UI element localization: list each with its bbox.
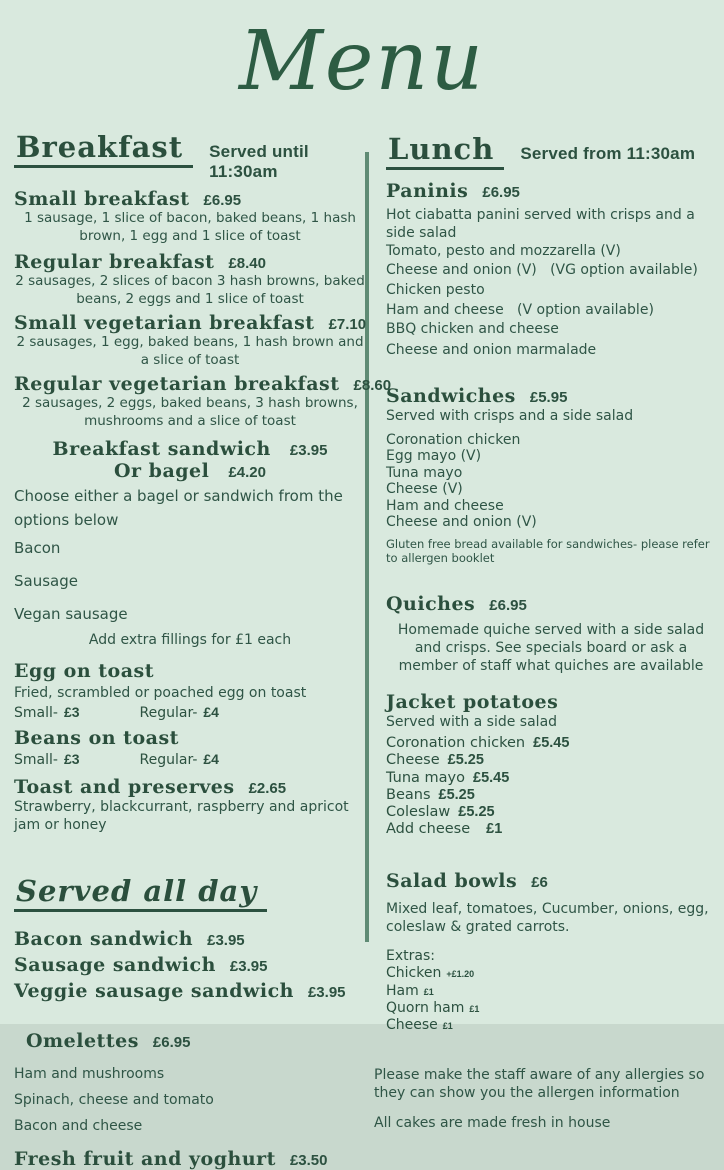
size-label: Regular- <box>139 751 198 768</box>
option-label: Add cheese <box>386 820 471 837</box>
menu-option-row <box>386 787 716 804</box>
item-desc: Fried, scrambled or poached egg on toast <box>14 684 307 701</box>
menu-option: Bacon <box>14 539 61 558</box>
extra-option-row <box>386 1000 716 1017</box>
extra-option-row <box>386 983 716 1000</box>
item-price: £3.95 <box>307 984 346 1002</box>
breakfast-sandwich-desc: Choose either a bagel or sandwich from the options below <box>14 487 343 530</box>
item-price: £5.95 <box>529 389 568 407</box>
item-price: £6.95 <box>203 192 242 209</box>
quiches-desc: Homemade quiche served with a side salad and crisps. See specials board or ask a member of staff what quiches are available <box>397 621 705 674</box>
item-desc: 2 sausages, 1 egg, baked beans, 1 hash brown and a slice of toast <box>16 334 364 368</box>
item-fresh-fruit-yoghurt <box>14 1148 366 1170</box>
size-price: £3 <box>63 703 80 720</box>
allergy-note: Please make the staff aware of any allergies so they can show you the allergen information <box>374 1066 705 1101</box>
menu-option-row <box>386 735 716 752</box>
item-price: £3.95 <box>289 442 328 460</box>
item-price: £6.95 <box>489 596 527 614</box>
menu-option-row <box>386 752 716 769</box>
option-label: Coleslaw <box>386 803 451 820</box>
item-breakfast-sandwich <box>14 438 366 482</box>
cakes-note: All cakes are made fresh in house <box>374 1115 611 1132</box>
extras-label: Extras: <box>386 948 435 965</box>
item-regular-breakfast <box>14 251 366 308</box>
page-title: Menu <box>238 14 486 109</box>
menu-option: BBQ chicken and cheese <box>386 321 559 338</box>
menu-option-row <box>386 804 716 821</box>
menu-option: Cheese and onion marmalade <box>386 341 597 358</box>
item-name: Regular breakfast <box>14 251 215 274</box>
option-label: Cheese <box>386 1016 438 1033</box>
extra-fillings-note: Add extra fillings for £1 each <box>88 632 292 649</box>
menu-option: Coronation chicken <box>386 431 521 448</box>
jacket-options <box>386 735 716 838</box>
option-price: £5.25 <box>458 803 495 820</box>
item-jacket-potatoes <box>374 691 716 838</box>
item-bacon-sandwich <box>14 928 366 950</box>
jacket-desc: Served with a side salad <box>386 714 558 731</box>
menu-option: Ham and cheese (V option available) <box>386 302 654 319</box>
item-price: £6 <box>531 874 548 892</box>
item-egg-on-toast <box>14 660 366 721</box>
item-sausage-sandwich <box>14 954 366 976</box>
item-price: £2.65 <box>248 779 287 797</box>
option-price: £1 <box>486 820 503 837</box>
item-paninis <box>374 180 716 202</box>
item-name: Small vegetarian breakfast <box>14 312 315 335</box>
item-price: £3.95 <box>229 958 268 976</box>
option-label: Coronation chicken <box>386 735 526 752</box>
menu-option: Spinach, cheese and tomato <box>14 1092 214 1109</box>
option-label: Tuna mayo <box>386 769 465 786</box>
menu-option: Cheese and onion (V) (VG option available) <box>386 262 698 279</box>
size-label: Small- <box>14 751 58 768</box>
option-price: £1 <box>423 986 434 997</box>
sandwich-options <box>386 432 716 531</box>
extra-option-row <box>386 965 716 982</box>
item-regular-vegetarian-breakfast <box>14 373 392 430</box>
panini-options <box>374 242 716 361</box>
breakfast-served-time: Served until 11:30am <box>209 142 309 181</box>
item-price: £3.95 <box>207 932 245 950</box>
lunch-column <box>374 132 716 1132</box>
breakfast-heading: Breakfast <box>14 130 193 168</box>
menu-option: Egg mayo (V) <box>386 448 482 465</box>
option-price: £1 <box>442 1020 453 1031</box>
item-price: £8.60 <box>353 377 392 395</box>
item-alt-price: £4.20 <box>228 464 266 482</box>
item-price: £6.95 <box>482 184 520 201</box>
menu-option: Sausage <box>14 572 78 591</box>
item-name: Breakfast sandwich <box>52 438 271 461</box>
menu-option-row <box>386 821 716 838</box>
salad-desc: Mixed leaf, tomatoes, Cucumber, onions, egg, coleslaw & grated carrots. <box>386 901 709 936</box>
item-name: Fresh fruit and yoghurt <box>14 1147 276 1170</box>
item-name: Sandwiches <box>386 385 516 408</box>
size-label: Regular- <box>139 704 198 721</box>
breakfast-header <box>14 130 366 182</box>
item-name: Egg on toast <box>14 659 155 682</box>
paninis-desc: Hot ciabatta panini served with crisps and a side salad <box>386 207 695 242</box>
item-salad-bowls <box>374 870 716 1034</box>
size-price: £4 <box>203 750 219 767</box>
omelette-options <box>14 1062 366 1140</box>
item-quiches <box>374 593 716 676</box>
served-all-day-header <box>14 874 366 912</box>
option-price: £5.45 <box>473 769 510 786</box>
size-label: Small- <box>14 704 58 721</box>
item-name: Bacon sandwich <box>14 928 194 951</box>
item-name: Paninis <box>386 180 469 202</box>
item-toast-and-preserves <box>14 776 366 834</box>
option-price: £5.25 <box>447 752 484 769</box>
lunch-served-time: Served from 11:30am <box>520 144 696 163</box>
item-name: Regular vegetarian breakfast <box>14 373 340 396</box>
option-price: £1 <box>469 1003 480 1014</box>
item-name: Jacket potatoes <box>386 691 559 714</box>
item-name: Omelettes <box>26 1030 139 1053</box>
option-price: £5.45 <box>533 735 570 752</box>
menu-option: Ham and mushrooms <box>14 1066 165 1083</box>
menu-option: Chicken pesto <box>386 282 485 299</box>
item-name: Salad bowls <box>386 870 518 893</box>
size-price: £3 <box>63 750 80 767</box>
option-label: Ham <box>386 982 419 999</box>
item-omelettes <box>14 1030 366 1052</box>
item-sandwiches <box>374 385 716 564</box>
breakfast-column <box>14 130 392 1170</box>
option-label: Quorn ham <box>386 999 465 1016</box>
lunch-header <box>374 132 716 170</box>
size-price: £4 <box>203 703 219 720</box>
item-alt-name: Or bagel <box>113 460 210 483</box>
option-label: Cheese <box>386 752 440 769</box>
item-name: Quiches <box>386 592 476 615</box>
option-label: Beans <box>386 786 431 803</box>
menu-option-row <box>386 770 716 787</box>
menu-option: Cheese (V) <box>386 481 463 498</box>
item-name: Sausage sandwich <box>14 954 216 977</box>
salad-extras <box>386 948 716 1033</box>
item-price: £3.50 <box>289 1151 328 1169</box>
item-name: Toast and preserves <box>14 775 235 798</box>
menu-option: Cheese and onion (V) <box>386 514 537 531</box>
lunch-heading: Lunch <box>386 132 504 170</box>
menu-option: Vegan sausage <box>14 605 128 624</box>
extra-option-row <box>386 1017 716 1034</box>
item-price: £7.10 <box>328 316 367 334</box>
item-small-vegetarian-breakfast <box>14 312 366 369</box>
item-beans-on-toast <box>14 727 366 768</box>
item-desc: Strawberry, blackcurrant, raspberry and apricot jam or honey <box>14 798 349 833</box>
item-veggie-sausage-sandwich <box>14 980 366 1002</box>
sandwiches-desc: Served with crisps and a side salad <box>386 408 634 425</box>
size-price-row <box>14 704 366 721</box>
breakfast-sandwich-options <box>14 532 366 631</box>
item-name: Beans on toast <box>14 726 179 749</box>
item-desc: 2 sausages, 2 eggs, baked beans, 3 hash browns, mushrooms and a slice of toast <box>22 395 358 429</box>
option-price: +£1.20 <box>446 969 475 980</box>
item-desc: 2 sausages, 2 slices of bacon 3 hash browns, baked beans, 2 eggs and 1 slice of toast <box>15 273 365 307</box>
option-label: Chicken <box>386 965 442 982</box>
menu-option: Tomato, pesto and mozzarella (V) <box>386 243 621 260</box>
menu-option: Bacon and cheese <box>14 1117 143 1134</box>
served-all-day-heading: Served all day <box>14 874 267 912</box>
gluten-free-note: Gluten free bread available for sandwiches- please refer to allergen booklet <box>386 536 710 565</box>
item-name: Veggie sausage sandwich <box>14 980 294 1003</box>
item-small-breakfast <box>14 188 366 245</box>
menu-option: Tuna mayo <box>386 464 463 481</box>
item-price: £8.40 <box>228 255 266 273</box>
item-price: £6.95 <box>152 1034 191 1052</box>
item-desc: 1 sausage, 1 slice of bacon, baked beans, 1 hash brown, 1 egg and 1 slice of toast <box>24 210 356 244</box>
size-price-row <box>14 751 366 768</box>
option-price: £5.25 <box>438 786 475 803</box>
menu-option: Ham and cheese <box>386 497 504 514</box>
item-name: Small breakfast <box>14 188 190 210</box>
